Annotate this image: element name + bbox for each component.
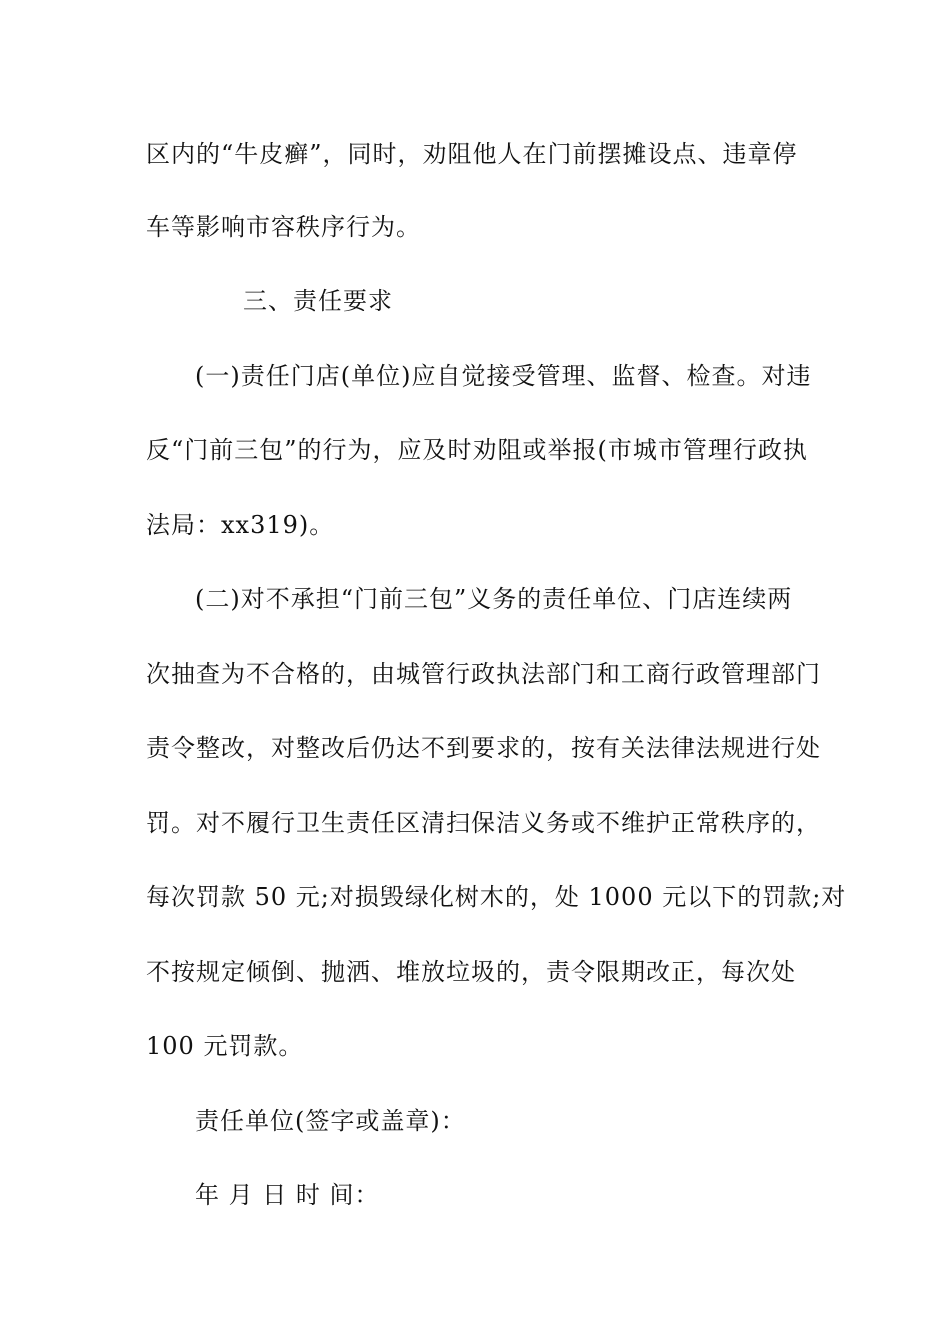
paragraph-line: 区内的“牛皮癣”，同时，劝阻他人在门前摆摊设点、违章停: [146, 140, 798, 168]
paragraph-line: 每次罚款 50 元;对损毁绿化树木的，处 1000 元以下的罚款;对: [146, 883, 847, 911]
paragraph-line: 次抽查为不合格的，由城管行政执法部门和工商行政管理部门: [146, 660, 821, 688]
paragraph-line: 罚。对不履行卫生责任区清扫保洁义务或不维护正常秩序的，: [146, 809, 821, 837]
paragraph-line: 责令整改，对整改后仍达不到要求的，按有关法律法规进行处: [146, 734, 821, 762]
paragraph-line: 不按规定倾倒、抛洒、堆放垃圾的，责令限期改正，每次处: [146, 958, 796, 986]
paragraph-line: 法局：xx319)。: [146, 511, 335, 539]
section-heading: 三、责任要求: [243, 287, 393, 315]
paragraph-line: 100 元罚款。: [146, 1032, 304, 1060]
paragraph-line: 车等影响市容秩序行为。: [146, 213, 421, 241]
signature-line: 责任单位(签字或盖章)：: [195, 1107, 466, 1135]
paragraph-line: (二)对不承担“门前三包”义务的责任单位、门店连续两: [195, 585, 793, 613]
paragraph-line: (一)责任门店(单位)应自觉接受管理、监督、检查。对违: [195, 362, 812, 390]
date-line: 年 月 日 时 间：: [195, 1181, 380, 1209]
paragraph-line: 反“门前三包”的行为，应及时劝阻或举报(市城市管理行政执: [146, 436, 808, 464]
